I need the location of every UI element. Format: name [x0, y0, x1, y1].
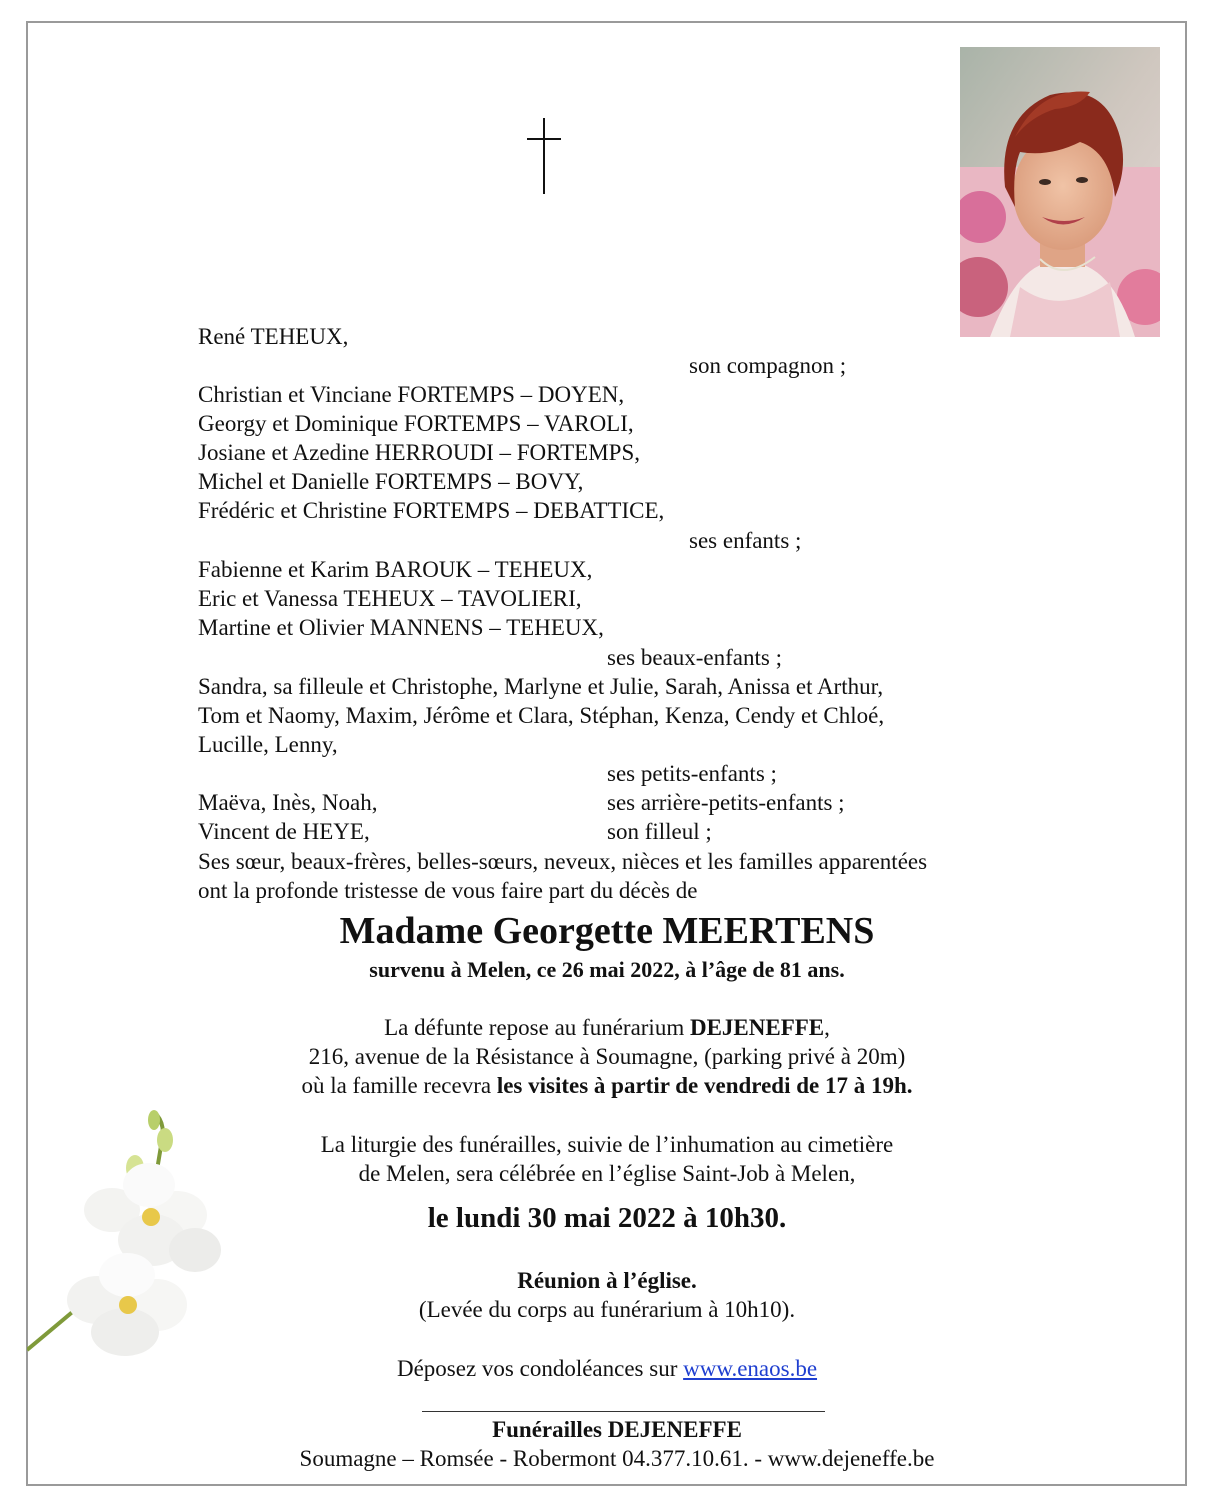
grandchild-line: Sandra, sa filleule et Christophe, Marlyne et Julie, Sarah, Anissa et Arthur,	[198, 674, 884, 699]
cross-icon	[527, 118, 561, 194]
portrait-photo	[960, 47, 1160, 337]
stepchild-line: Eric et Vanessa TEHEUX – TAVOLIERI,	[198, 586, 582, 611]
levee-time: (Levée du corps au funérarium à 10h10).	[418, 1297, 796, 1322]
ceremony-line-1: La liturgie des funérailles, suivie de l’inhumation au cimetière	[320, 1132, 894, 1157]
footer-company: Funérailles DEJENEFFE	[492, 1417, 742, 1442]
grandchild-line: Lucille, Lenny,	[198, 732, 338, 757]
child-line: Christian et Vinciane FORTEMPS – DOYEN,	[198, 382, 625, 407]
companion-role: son compagnon ;	[689, 353, 847, 378]
viewing-text: La défunte repose au funérarium	[384, 1015, 690, 1040]
viewing-address: 216, avenue de la Résistance à Soumagne, (parking privé à 20m)	[308, 1044, 906, 1069]
visits-text: où la famille recevra	[301, 1073, 497, 1098]
great-grandchildren-names: Maëva, Inès, Noah,	[198, 790, 378, 815]
child-line: Georgy et Dominique FORTEMPS – VAROLI,	[198, 411, 634, 436]
viewing-line-3	[0, 1071, 1214, 1100]
condolences-link[interactable]: www.enaos.be	[683, 1356, 818, 1381]
child-line: Frédéric et Christine FORTEMPS – DEBATTICE,	[198, 498, 665, 523]
deceased-name: Madame Georgette MEERTENS	[339, 910, 875, 952]
relatives-line: Ses sœur, beaux-frères, belles-sœurs, neveux, nièces et les familles apparentées	[198, 849, 928, 874]
companion-name: René TEHEUX,	[198, 324, 349, 349]
viewing-line-1	[0, 1013, 1214, 1042]
stepchild-line: Martine et Olivier MANNENS – TEHEUX,	[198, 615, 604, 640]
godson-name: Vincent de HEYE,	[198, 819, 370, 844]
death-details: survenu à Melen, ce 26 mai 2022, à l’âge de 81 ans.	[369, 957, 845, 982]
funeral-home-name: DEJENEFFE	[689, 1015, 825, 1040]
visits-hours: les visites à partir de vendredi de 17 à 19h.	[496, 1073, 913, 1098]
meeting-place: Réunion à l’église.	[517, 1268, 697, 1293]
footer-contact: Soumagne – Romsée - Robermont 04.377.10.61. - www.dejeneffe.be	[299, 1446, 935, 1471]
ceremony-date: le lundi 30 mai 2022 à 10h30.	[427, 1202, 787, 1234]
child-line: Michel et Danielle FORTEMPS – BOVY,	[198, 469, 584, 494]
ceremony-line-2: de Melen, sera célébrée en l’église Saint-Job à Melen,	[358, 1161, 856, 1186]
grandchild-line: Tom et Naomy, Maxim, Jérôme et Clara, Stéphan, Kenza, Cendy et Chloé,	[198, 703, 885, 728]
stepchildren-role: ses beaux-enfants ;	[607, 645, 782, 670]
footer-divider	[422, 1411, 825, 1412]
stepchild-line: Fabienne et Karim BAROUK – TEHEUX,	[198, 557, 593, 582]
child-line: Josiane et Azedine HERROUDI – FORTEMPS,	[198, 440, 640, 465]
great-grandchildren-role: ses arrière-petits-enfants ;	[607, 790, 845, 815]
viewing-comma: ,	[824, 1015, 830, 1040]
condolences-line	[0, 1354, 1214, 1383]
condolences-text: Déposez vos condoléances sur	[396, 1356, 684, 1381]
children-role: ses enfants ;	[689, 528, 802, 553]
announcement-line: ont la profonde tristesse de vous faire part du décès de	[198, 878, 698, 903]
godson-role: son filleul ;	[607, 819, 712, 844]
grandchildren-role: ses petits-enfants ;	[607, 761, 777, 786]
